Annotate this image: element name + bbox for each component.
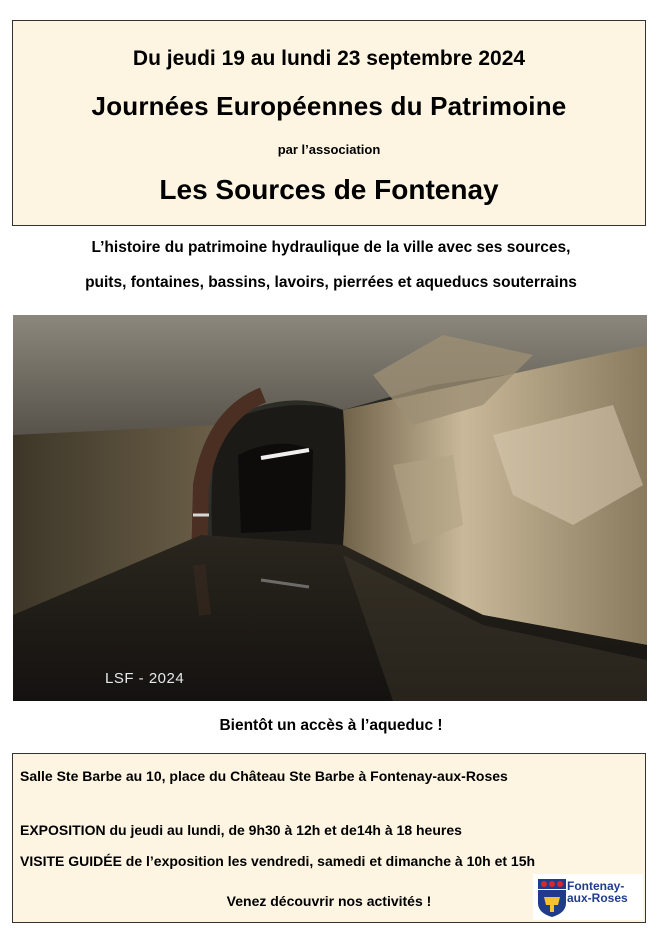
aqueduct-teaser: Bientôt un accès à l’aqueduc ! bbox=[219, 717, 443, 734]
venue-address: Salle Ste Barbe au 10, place du Château Ste Barbe à Fontenay-aux-Roses bbox=[20, 768, 508, 784]
logo-wordmark bbox=[567, 880, 628, 904]
photo-credit: LSF - 2024 bbox=[105, 670, 185, 687]
guided-visit-hours: VISITE GUIDÉE de l’exposition les vendredi, samedi et dimanche à 10h et 15h bbox=[20, 853, 536, 869]
logo-line-1: Fontenay- bbox=[567, 879, 625, 893]
aqueduct-photo bbox=[13, 315, 647, 701]
aqueduct-illustration bbox=[13, 315, 647, 701]
header-box bbox=[12, 20, 646, 226]
fontenay-aux-roses-logo bbox=[533, 874, 643, 920]
event-title: Journées Européennes du Patrimoine bbox=[91, 91, 567, 121]
association-name: Les Sources de Fontenay bbox=[159, 174, 499, 205]
intro-line-1: L’histoire du patrimoine hydraulique de la ville avec ses sources, bbox=[91, 239, 571, 256]
logo-line-2: aux-Roses bbox=[567, 891, 628, 905]
event-dates: Du jeudi 19 au lundi 23 septembre 2024 bbox=[132, 47, 526, 70]
exposition-hours: EXPOSITION du jeudi au lundi, de 9h30 à 12h et de14h à 18 heures bbox=[20, 822, 462, 838]
intro-line-2: puits, fontaines, bassins, lavoirs, pierrées et aqueducs souterrains bbox=[85, 274, 577, 291]
by-association-label: par l’association bbox=[277, 142, 381, 157]
call-to-action: Venez découvrir nos activités ! bbox=[226, 893, 432, 909]
city-crest-icon bbox=[535, 875, 569, 919]
